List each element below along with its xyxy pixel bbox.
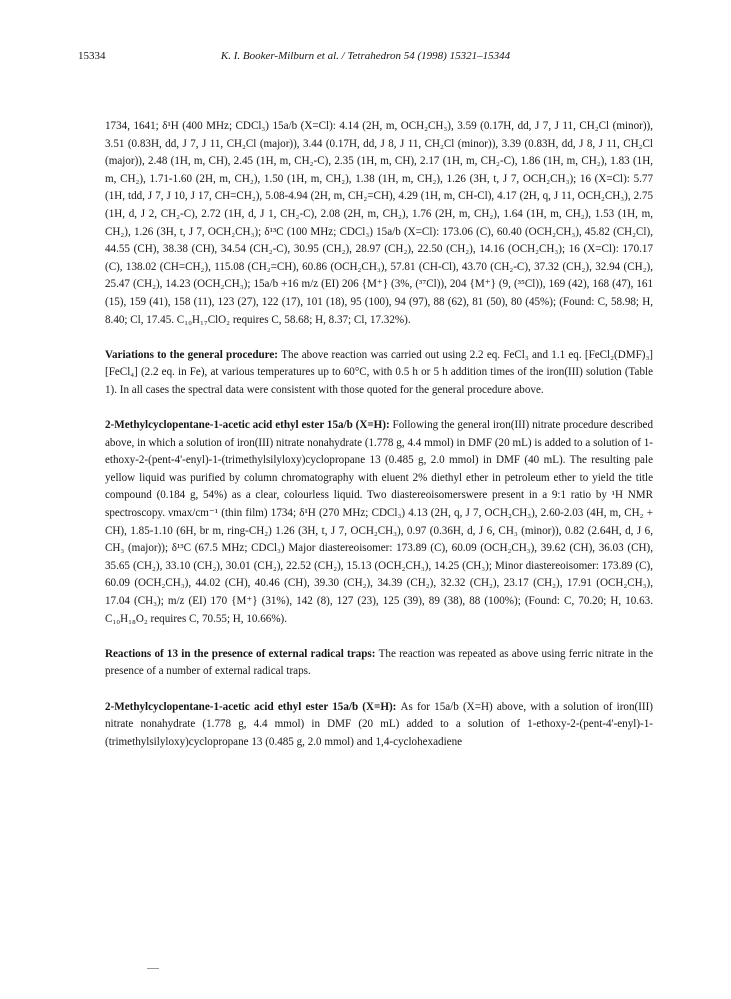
paragraph-methylcyclopentane-1 <box>105 417 653 628</box>
article-body <box>105 118 653 751</box>
running-head <box>0 50 731 66</box>
paragraph-radical-traps <box>105 646 653 681</box>
page-number: 15334 <box>78 50 106 62</box>
paragraph-nmr-data <box>105 118 653 329</box>
paragraph-heading: 2-Methylcyclopentane-1-acetic acid ethyl ester 15a/b (X=H): <box>105 419 393 432</box>
footer-rule <box>147 968 159 969</box>
paragraph-text: The above reaction was carried out using 2.2 eq. FeCl₃ and 1.1 eq. [FeCl₂(DMF)₃][FeCl₄] (2.2 eq. in Fe), at various temperatures up to 60°C, with 0.5 h or 5 h addition times of the iron(III) solution (Table 1). In all cases the spectral data were consistent with those quoted for the general procedure above. <box>105 348 654 396</box>
paragraph-text: The reaction was repeated as above using ferric nitrate in the presence of a number of external radical traps. <box>105 647 653 678</box>
paragraph-methylcyclopentane-2 <box>105 699 653 752</box>
paragraph-heading: Variations to the general procedure: <box>105 348 282 361</box>
paragraph-text: As for 15a/b (X=H) above, with a solution of iron(III) nitrate nonahydrate (1.778 g, 4.4 mmol) in DMF (20 mL) added to a solution of 1-ethoxy-2-(pent-4'-enyl)-1-(trimethylsilyloxy)cyclopropane 13 (0.485 g, 2.0 mmol) and 1,4-cyclohexadiene <box>105 700 653 748</box>
paragraph-text: Following the general iron(III) nitrate procedure described above, in which a solution of iron(III) nitrate nonahydrate (1.778 g, 4.4 mmol) in DMF (20 mL) is added to a solution of 1-ethoxy-2-(pent-4'-enyl)-1-(trimethylsilyloxy)cyclopropane 13 (0.485 g, 2.0 mmol) in DMF (40 mL). The resulting pale yellow liquid was purified by column chromatography with eluent 2% diethyl ether in petroleum ether to yield the title compound (0.184 g, 54%) as a clear, colourless liquid. Two diastereoisomerswere present in a 9:1 ratio by ¹H NMR spectroscopy. νmax/cm⁻¹ (thin film) 1734; δ¹H (270 MHz; CDCl₃) 4.13 (2H, q, J 7, OCH₂CH₃), 2.60-2.03 (4H, m, CH₂ + CH), 1.85-1.10 (6H, br m, ring-CH₂) 1.26 (3H, t, J 7, OCH₂CH₃), 0.97 (0.36H, d, J 6, CH₃ (minor)), 0.82 (2.64H, d, J 6, CH₃ (major)); δ¹³C (67.5 MHz; CDCl₃) Major diastereoisomer: 173.89 (C), 60.09 (OCH₂CH₃), 39.62 (CH), 36.03 (CH), 35.65 (CH₂), 33.10 (CH₂), 30.01 (CH₂), 22.52 (CH₂), 15.13 (OCH₂CH₃), 14.25 (CH₃); Minor diastereoisomer: 173.89 (C), 60.09 (OCH₂CH₃), 44.02 (CH), 40.46 (CH), 39.30 (CH₂), 34.39 (CH₂), 32.32 (CH₂), 23.17 (CH₂), 17.91 (OCH₂CH₃), 17.04 (CH₃); m/z (EI) 170 {M⁺} (31%), 142 (8), 127 (23), 125 (39), 89 (38), 88 (100%); (Found: C, 70.20; H, 10.63. C₁₀H₁₈O₂ requires C, 70.55; H, 10.66%). <box>105 419 653 625</box>
journal-reference: K. I. Booker-Milburn et al. / Tetrahedron 54 (1998) 15321–15344 <box>220 50 511 62</box>
paragraph-heading: Reactions of 13 in the presence of external radical traps: <box>105 647 379 660</box>
paragraph-variations <box>105 347 653 400</box>
paragraph-heading: 2-Methylcyclopentane-1-acetic acid ethyl ester 15a/b (X=H): <box>105 700 401 713</box>
paragraph-text: 1734, 1641; δ¹H (400 MHz; CDCl₃) 15a/b (X=Cl): 4.14 (2H, m, OCH₂CH₃), 3.59 (0.17H, dd, J 7, J 11, CH₂Cl (minor)), 3.51 (0.83H, dd, J 7, J 11, CH₂Cl (major)), 3.44 (0.17H, dd, J 8, J 11, CH₂Cl (minor)), 3.39 (0.83H, dd, J 8, J 11, CH₂Cl (major)), 2.48 (1H, m, CH), 2.45 (1H, m, CH₂-C), 2.35 (1H, m, CH), 2.17 (1H, m, CH₂-C), 1.86 (1H, m, CH₂), 1.83 (1H, m, CH₂), 1.71-1.60 (2H, m, CH₂), 1.50 (1H, m, CH₂), 1.38 (1H, m, CH₂), 1.26 (3H, t, J 7, OCH₂CH₃); 16 (X=Cl): 5.77 (1H, tdd, J 7, J 10, J 17, CH=CH₂), 5.08-4.94 (2H, m, CH₂=CH), 4.29 (1H, m, CH-Cl), 4.17 (2H, q, J 11, OCH₂CH₃), 2.75 (1H, d, J 2, CH₂-C), 2.72 (1H, d, J 1, CH₂-C), 2.08 (2H, m, CH₂), 1.76 (2H, m, CH₂), 1.64 (1H, m, CH₂), 1.53 (1H, m, CH₂), 1.26 (3H, t, J 7, OCH₂CH₃); δ¹³C (100 MHz; CDCl₃) 15a/b (X=Cl): 173.06 (C), 60.40 (OCH₂CH₃), 45.82 (CH₂Cl), 44.55 (CH), 38.38 (CH), 34.54 (CH₂-C), 30.95 (CH₂), 28.97 (CH₂), 22.50 (CH₂), 14.16 (OCH₂CH₃); 16 (X=Cl): 170.17 (C), 138.02 (CH=CH₂), 115.08 (CH₂=CH), 60.86 (OCH₂CH₃), 57.81 (CH-Cl), 43.70 (CH₂-C), 37.32 (CH₂), 32.94 (CH₂), 25.47 (CH₂), 14.23 (OCH₂CH₃); 15a/b +16 m/z (EI) 206 {M⁺} (3%, (³⁷Cl)), 204 {M⁺} (9, (³⁵Cl)), 169 (42), 168 (47), 161 (15), 159 (41), 158 (11), 123 (27), 122 (17), 101 (18), 95 (100), 94 (97), 88 (62), 81 (50), 80 (45%); (Found: C, 58.98; H, 8.40; Cl, 17.45. C₁₀H₁₇ClO₂ requires C, 58.68; H, 8.37; Cl, 17.32%). <box>105 120 653 326</box>
